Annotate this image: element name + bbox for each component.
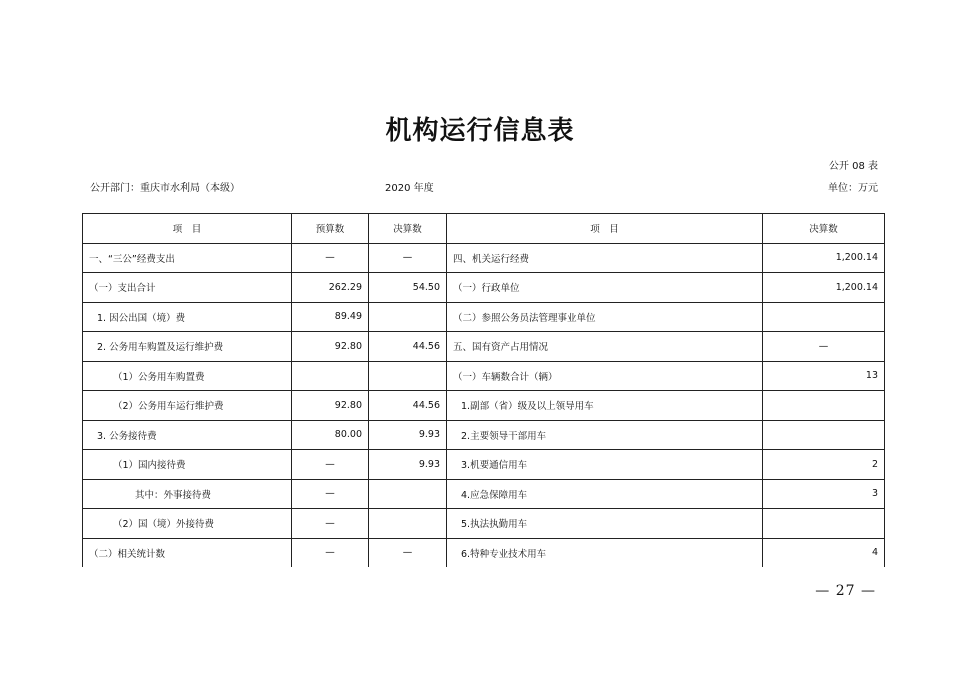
left-item: 一、“三公”经费支出 bbox=[83, 243, 292, 273]
left-item: 3. 公务接待费 bbox=[83, 420, 292, 450]
final-value: 54.50 bbox=[369, 273, 447, 303]
right-final-value bbox=[763, 420, 885, 450]
budget-value: 80.00 bbox=[292, 420, 369, 450]
final-value bbox=[369, 479, 447, 509]
final-value: 9.93 bbox=[369, 450, 447, 480]
right-final-value bbox=[763, 391, 885, 421]
right-final-value: 2 bbox=[763, 450, 885, 480]
right-final-value bbox=[763, 302, 885, 332]
final-value bbox=[369, 509, 447, 539]
left-item: （2）国（境）外接待费 bbox=[83, 509, 292, 539]
table-row bbox=[83, 361, 885, 391]
right-item: 1.副部（省）级及以上领导用车 bbox=[447, 391, 763, 421]
budget-value: 262.29 bbox=[292, 273, 369, 303]
left-item: （二）相关统计数 bbox=[83, 538, 292, 567]
budget-value bbox=[292, 361, 369, 391]
table-row bbox=[83, 302, 885, 332]
table-row bbox=[83, 243, 885, 273]
right-final-value: 4 bbox=[763, 538, 885, 567]
left-item: （2）公务用车运行维护费 bbox=[83, 391, 292, 421]
form-number: 公开 08 表 bbox=[828, 161, 878, 172]
right-item: 6.特种专业技术用车 bbox=[447, 538, 763, 567]
left-item: 1. 因公出国（境）费 bbox=[83, 302, 292, 332]
right-item: 3.机要通信用车 bbox=[447, 450, 763, 480]
final-value: — bbox=[369, 243, 447, 273]
header-right-final: 决算数 bbox=[763, 214, 885, 244]
table-row bbox=[83, 538, 885, 567]
left-item: （1）公务用车购置费 bbox=[83, 361, 292, 391]
left-item: 其中：外事接待费 bbox=[83, 479, 292, 509]
final-value bbox=[369, 361, 447, 391]
right-item: （一）车辆数合计（辆） bbox=[447, 361, 763, 391]
budget-value: — bbox=[292, 509, 369, 539]
fiscal-year: 2020 年度 bbox=[385, 183, 434, 194]
final-value: 9.93 bbox=[369, 420, 447, 450]
right-item: （二）参照公务员法管理事业单位 bbox=[447, 302, 763, 332]
right-item: （一）行政单位 bbox=[447, 273, 763, 303]
right-item: 五、国有资产占用情况 bbox=[447, 332, 763, 362]
final-value bbox=[369, 302, 447, 332]
header-right-item: 项 目 bbox=[447, 214, 763, 244]
table-header-row bbox=[83, 214, 885, 244]
table-row bbox=[83, 273, 885, 303]
budget-value: — bbox=[292, 538, 369, 567]
header-final: 决算数 bbox=[369, 214, 447, 244]
final-value: — bbox=[369, 538, 447, 567]
right-final-value: 1,200.14 bbox=[763, 273, 885, 303]
unit-label: 单位：万元 bbox=[828, 183, 878, 194]
table-row bbox=[83, 332, 885, 362]
left-item: 2. 公务用车购置及运行维护费 bbox=[83, 332, 292, 362]
table-row bbox=[83, 450, 885, 480]
page-number: — 27 — bbox=[815, 583, 876, 599]
left-item: （1）国内接待费 bbox=[83, 450, 292, 480]
final-value: 44.56 bbox=[369, 391, 447, 421]
department-label: 公开部门：重庆市水利局（本级） bbox=[90, 183, 240, 194]
table-row bbox=[83, 509, 885, 539]
right-item: 5.执法执勤用车 bbox=[447, 509, 763, 539]
right-final-value bbox=[763, 509, 885, 539]
budget-value: 92.80 bbox=[292, 391, 369, 421]
right-item: 2.主要领导干部用车 bbox=[447, 420, 763, 450]
right-item: 4.应急保障用车 bbox=[447, 479, 763, 509]
table-row bbox=[83, 479, 885, 509]
table-row bbox=[83, 391, 885, 421]
header-budget: 预算数 bbox=[292, 214, 369, 244]
right-final-value: 13 bbox=[763, 361, 885, 391]
budget-value: — bbox=[292, 479, 369, 509]
operations-info-table bbox=[82, 213, 885, 567]
left-item: （一）支出合计 bbox=[83, 273, 292, 303]
budget-value: 89.49 bbox=[292, 302, 369, 332]
right-final-value: 1,200.14 bbox=[763, 243, 885, 273]
budget-value: 92.80 bbox=[292, 332, 369, 362]
page-title: 机构运行信息表 bbox=[385, 116, 575, 146]
final-value: 44.56 bbox=[369, 332, 447, 362]
table-row bbox=[83, 420, 885, 450]
header-left-item: 项 目 bbox=[83, 214, 292, 244]
budget-value: — bbox=[292, 243, 369, 273]
right-item: 四、机关运行经费 bbox=[447, 243, 763, 273]
right-final-value: 3 bbox=[763, 479, 885, 509]
right-final-value: — bbox=[763, 332, 885, 362]
budget-value: — bbox=[292, 450, 369, 480]
